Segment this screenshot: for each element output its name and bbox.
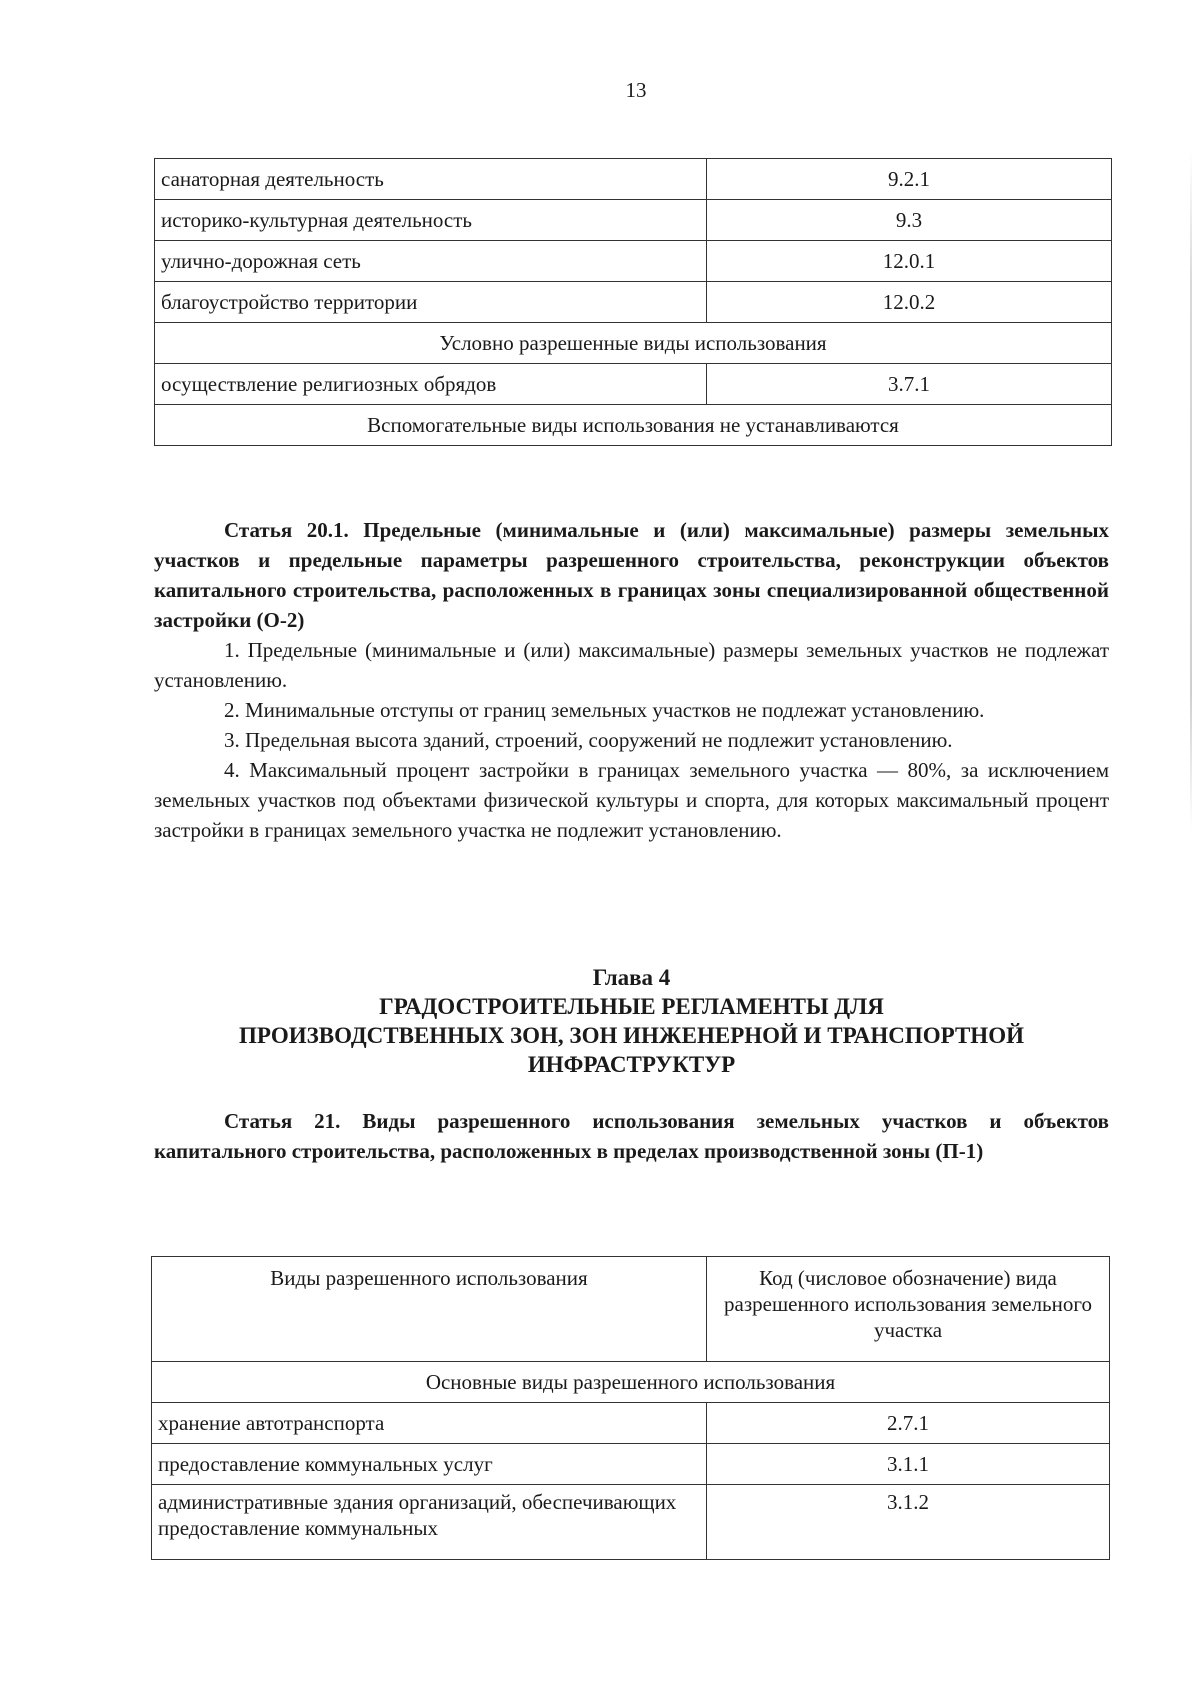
table-row [152,1403,1110,1444]
article-20-1-item-1: 1. Предельные (минимальные и (или) максимальные) размеры земельных участков не подлежат установлению. [154,638,1109,692]
article-20-1-item-2: 2. Минимальные отступы от границ земельных участков не подлежат установлению. [224,698,985,722]
chapter-label: Глава 4 [592,965,671,990]
table-section-row [155,323,1112,364]
usage-name: улично-дорожная сеть [155,241,707,282]
usage-name: благоустройство территории [155,282,707,323]
section-main-usage: Основные виды разрешенного использования [152,1362,1110,1403]
header-usage-type: Виды разрешенного использования [152,1257,707,1362]
table-row [155,200,1112,241]
usage-name: хранение автотранспорта [152,1403,707,1444]
usage-code: 2.7.1 [707,1403,1110,1444]
article-20-1-item-4: 4. Максимальный процент застройки в границах земельного участка — 80%, за исключением земельных участков под объектами физической культуры и спорта, для которых максимальный процент застройки в границах земельного участка не подлежит установлению. [154,758,1109,842]
table-row [152,1444,1110,1485]
header-usage-code: Код (числовое обозначение) вида разрешенного использования земельного участка [707,1257,1110,1362]
table-row [155,159,1112,200]
table-row [155,241,1112,282]
page-number: 13 [625,78,647,102]
chapter-title-line-3: ИНФРАСТРУКТУР [527,1052,736,1077]
zone-o2-usage-table [154,158,1112,446]
section-label: Вспомогательные виды использования не устанавливаются [155,405,1112,446]
usage-code: 3.7.1 [707,364,1112,405]
article-20-1-heading: Статья 20.1. Предельные (минимальные и (или) максимальные) размеры земельных участков и предельные параметры разрешенного строительства, реконструкции объектов капитального строительства, расположенных в границах зоны специализированной общественной застройки (О-2) [154,518,1109,632]
table-section-row [155,405,1112,446]
article-21-heading: Статья 21. Виды разрешенного использования земельных участков и объектов капитального строительства, расположенных в пределах производственной зоны (П-1) [154,1109,1109,1163]
table-section-row [152,1362,1110,1403]
usage-name: санаторная деятельность [155,159,707,200]
usage-name: осуществление религиозных обрядов [155,364,707,405]
article-21 [154,1106,1109,1166]
table-row [155,282,1112,323]
usage-code: 9.3 [707,200,1112,241]
section-label: Условно разрешенные виды использования [155,323,1112,364]
usage-code: 3.1.1 [707,1444,1110,1485]
table-row [155,364,1112,405]
usage-name: административные здания организаций, обеспечивающих предоставление коммунальных [152,1485,707,1560]
usage-name: историко-культурная деятельность [155,200,707,241]
usage-code: 12.0.2 [707,282,1112,323]
scan-edge-shadow [1190,150,1192,830]
usage-code: 9.2.1 [707,159,1112,200]
usage-code: 12.0.1 [707,241,1112,282]
article-20-1 [154,515,1109,845]
table-header-row [152,1257,1110,1362]
usage-code: 3.1.2 [707,1485,1110,1560]
chapter-title-line-2: ПРОИЗВОДСТВЕННЫХ ЗОН, ЗОН ИНЖЕНЕРНОЙ И ТРАНСПОРТНОЙ [239,1023,1024,1048]
usage-name: предоставление коммунальных услуг [152,1444,707,1485]
chapter-title-line-1: ГРАДОСТРОИТЕЛЬНЫЕ РЕГЛАМЕНТЫ ДЛЯ [379,994,884,1019]
zone-p1-usage-table [151,1256,1110,1560]
article-20-1-item-3: 3. Предельная высота зданий, строений, сооружений не подлежит установлению. [224,728,953,752]
table-row [152,1485,1110,1560]
chapter-heading [154,963,1109,1079]
